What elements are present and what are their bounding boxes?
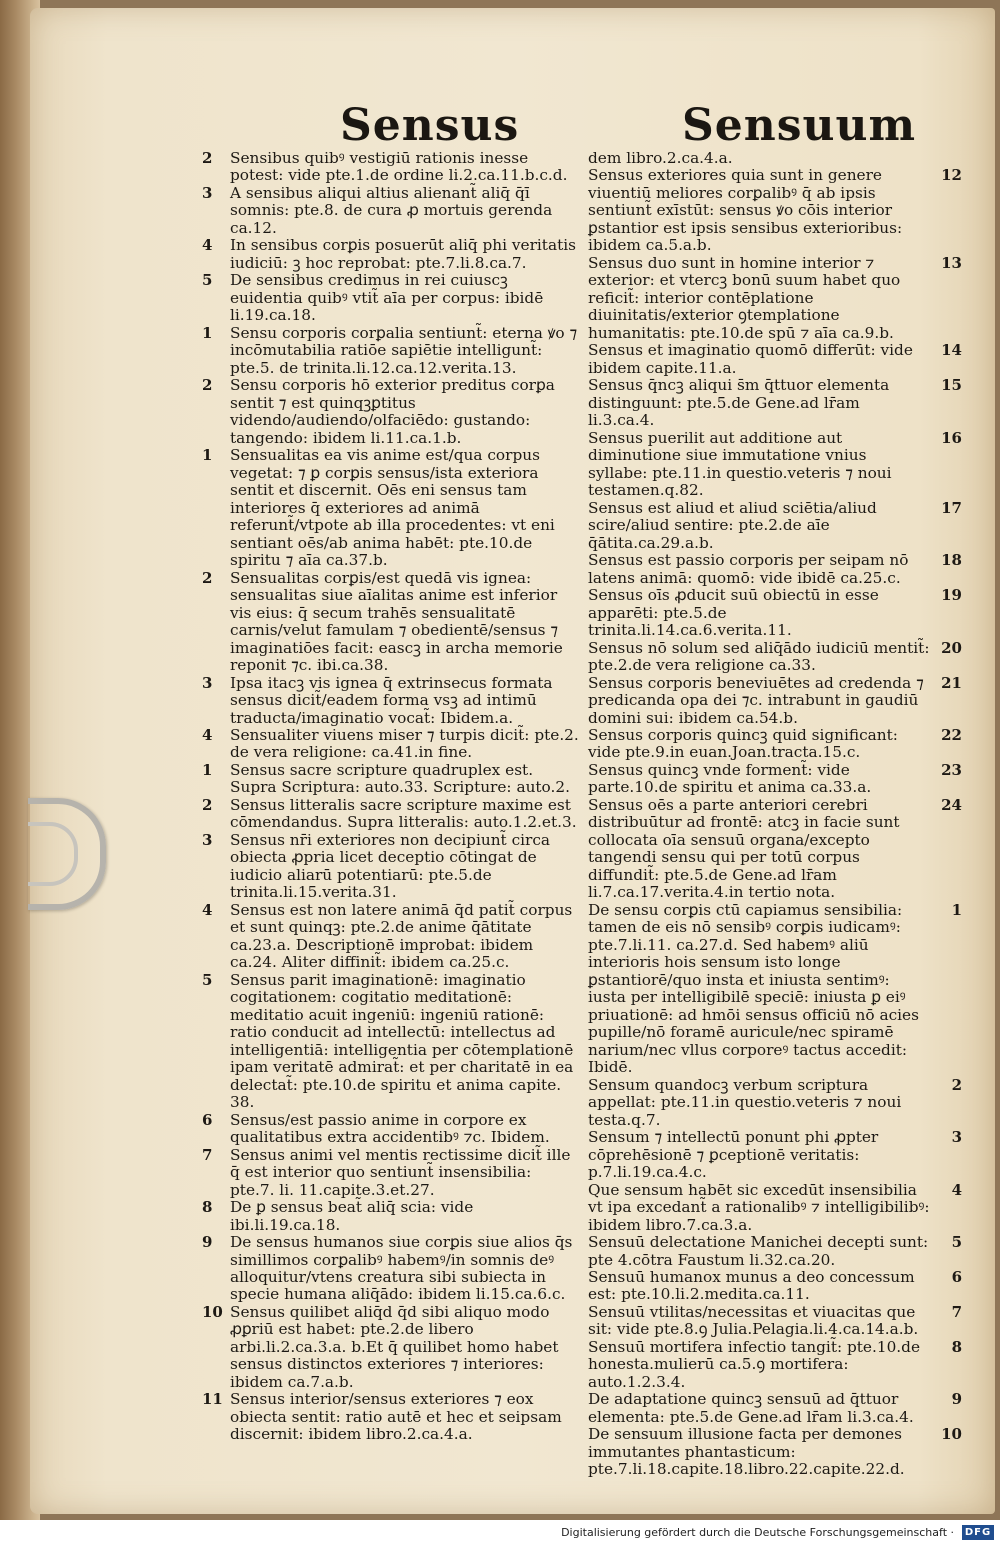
index-entry: [588, 1075, 962, 1129]
index-entry: [202, 900, 580, 972]
entry-text: Sensualiter viuens miser ⁊ turpis dicit̃: pte.2. de vera religione: ca.41.in fine.: [230, 725, 579, 762]
index-entry: [202, 1302, 580, 1391]
entry-text: Sensualitas ea vis anime est/qua corpus vegetat: ⁊ ꝑ corꝑis sensus/ista exteriora sentit et discernit. Oēs eni sensus tam interiores q̄ exteriores ad animā referunt̃/vtpote ab illa procedentes: vt eni sentiant oēs/ab anima habēt: pte.10.de spiritu ⁊ aīa ca.37.b.: [230, 446, 555, 570]
entry-number: 17: [941, 498, 962, 517]
entry-number: 1: [951, 900, 962, 919]
entry-number: 6: [202, 1110, 213, 1129]
entry-text: Sensus sacre scripture quadruplex est. Supra Scriptura: auto.33. Scripture: auto.2.: [230, 760, 570, 797]
entry-text: Sensus q̄ncꝫ aliqui s̄m q̄ttuor elementa distinguunt: pte.5.de Gene.ad lr̄am li.3.ca.4.: [588, 376, 890, 430]
entry-text: Sensuū mortifera infectio tangit̃: pte.10.de honesta.mulierū ca.5.ꝯ mortifera: auto.1.2.3.4.: [588, 1337, 921, 1391]
index-entry: [588, 341, 962, 377]
index-entry: [588, 795, 962, 902]
entry-text: De sensu corꝑis ctū capiamus sensibilia: tamen de eis nō sensibꝰ corꝑis iudicamꝰ: pte.7.li.11. ca.27.d. Sed habemꝰ aliū interioris hois sensum isto longe ꝑstantiorē/quo insta et iniusta sentimꝰ: iusta per intelligibilē speciē: iniusta ꝑ eiꝰ priuationē: ad hmōi sensus officiū nō acies pupille/nō foramē auricule/nec spiramē narium/nec vllus corporeꝰ tactus accedit: Ibidē.: [588, 900, 919, 1077]
entry-number: 12: [941, 166, 962, 185]
entry-number: 1: [202, 323, 213, 342]
entry-text: Sensus puerilit aut additione aut diminutione siue immutatione vnius syllabe: pte.11.in questio.veteris ⁊ noui testamen.q.82.: [588, 428, 892, 500]
index-entry: [588, 1337, 962, 1391]
dfg-logo: DFG: [962, 1525, 994, 1540]
index-entry: [202, 446, 580, 570]
index-entry: [202, 1110, 580, 1147]
entry-number: 18: [941, 551, 962, 570]
entry-text: Sensus est passio corporis per seipam nō latens animā: quomō: vide ibidē ca.25.c.: [588, 551, 909, 587]
index-entry: [588, 1180, 962, 1234]
entry-text: De adaptatione quincꝫ sensuū ad q̄ttuor elementa: pte.5.de Gene.ad lr̄am li.3.ca.4.: [588, 1390, 914, 1426]
entry-text: Sensus nō solum sed aliq̄ādo iudiciū mentit̃: pte.2.de vera religione ca.33.: [588, 638, 930, 675]
index-entry: [588, 1425, 962, 1479]
entry-number: 23: [941, 760, 962, 779]
index-entry: [202, 183, 580, 237]
footer-credit: Digitalisierung gefördert durch die Deutsche Forschungsgemeinschaft ·: [561, 1526, 954, 1539]
entry-text: Sensualitas corꝑis/est quedā vis ignea: sensualitas siue aīalitas anime est inferior vis eius: q̄ secum trahēs sensualitatē carnis/velut famulam ⁊ obedientē/sensus ⁊ imaginatiōes facit: eascꝫ in archa memorie reponit ⁊c. ibi.ca.38.: [230, 568, 563, 675]
entry-text: Sensus est non latere animā q̄d patit̃ corpus et sunt quinqꝫ: pte.2.de anime q̄ātitate ca.23.a. Descriptionē improbat: ibidem ca.24. Aliter diffinit̃: ibidem ca.25.c.: [230, 900, 573, 972]
left-column: [202, 149, 580, 1444]
entry-text: De sensuum illusione facta per demones immutantes phantasticum: pte.7.li.18.capite.18.libro.22.capite.22.d.: [588, 1425, 905, 1479]
index-entry: [202, 323, 580, 377]
index-entry: [588, 760, 962, 797]
index-entry: [588, 725, 962, 762]
entry-text: In sensibus corꝑis posuerūt aliq̄ phi veritatis iudiciū: ꝫ hoc reprobat: pte.7.li.8.ca.7.: [230, 236, 576, 272]
entry-text: Que sensum habēt sic excedūt insensibilia vt ipa excedant̃ a rationalibꝰ ⁊ intelligibilibꝰ: ibidem libro.7.ca.3.a.: [588, 1180, 930, 1234]
entry-number: 11: [202, 1390, 223, 1409]
index-entry: [588, 428, 962, 500]
index-entry: [202, 1390, 580, 1444]
index-entry: [588, 1390, 962, 1426]
entry-text: De sensus humanos siue corꝑis siue alios q̄s simillimos corꝑalibꝰ habemꝰ/in somnis deꝰ alloquitur/vtens creatura sibi subiecta in specie humana aliq̄ādo: ibidem li.15.ca.6.c.: [230, 1233, 573, 1304]
entry-text: Sensus animi vel mentis rectissime dicit̃ ille q̄ est interior quo sentiunt̃ insensibilia: pte.7. li. 11.capite.3.et.27.: [230, 1145, 571, 1199]
index-entry: [202, 236, 580, 272]
entry-number: 10: [941, 1425, 962, 1444]
entry-number: 15: [941, 376, 962, 395]
entry-number: 10: [202, 1302, 223, 1321]
entry-number: 2: [202, 149, 213, 167]
index-entry: [202, 830, 580, 902]
entry-number: 19: [941, 586, 962, 605]
entry-number: 5: [202, 970, 213, 989]
entry-number: 7: [202, 1145, 213, 1164]
entry-text: Sensus/est passio anime in corpore ex qualitatibus extra accidentibꝰ ⁊c. Ibidem.: [230, 1110, 550, 1147]
index-entry: [588, 900, 962, 1077]
entry-text: De ꝑ sensus beat̃ aliq̄ scia: vide ibi.li.19.ca.18.: [230, 1198, 474, 1234]
entry-number: 3: [202, 183, 213, 202]
entry-text: Sensus corporis quincꝫ quid significant: vide pte.9.in euan.Joan.tracta.15.c.: [588, 725, 898, 762]
entry-text: Sensum quandocꝫ verbum scriptura appellat: pte.11.in questio.veteris ⁊ noui testa.q.7.: [588, 1075, 902, 1129]
index-entry: [588, 498, 962, 552]
entry-text: Sensus corporis beneviuētes ad credenda ⁊ predicanda opa dei ⁊c. intrabunt in gaudiū domini sui: ibidem ca.54.b.: [588, 673, 924, 727]
entry-number: 5: [202, 271, 213, 290]
index-entry: [588, 673, 962, 727]
entry-text: Sensus quincꝫ vnde forment̃: vide parte.10.de spiritu et anima ca.33.a.: [588, 760, 872, 797]
entry-number: 3: [202, 673, 213, 692]
index-entry: [588, 1128, 962, 1182]
header-right: Sensuum: [682, 100, 917, 151]
entry-text: Sensus exteriores quia sunt in genere viuentiū meliores corꝑalibꝰ q̄ ab ipsis sentiunt̃ exīstūt: sensus ꝟo cōis interior ꝑstantior est ipsis sensibus exterioribus: ibidem ca.5.a.b.: [588, 166, 903, 255]
entry-number: 2: [951, 1075, 962, 1094]
entry-text: Sensus parit imaginationē: imaginatio cogitationem: cogitatio meditationē: meditatio acuit ingeniū: ingeniū rationē: ratio conducit ad intellectū: intellectus ad intelligentiā: intelligentia per cōtemplationē ipam veritatē admirat̃: et per charitatē in ea delectat̃: pte.10.de spiritu et anima capite. 38.: [230, 970, 574, 1112]
entry-number: 7: [951, 1302, 962, 1321]
index-entry: [202, 1145, 580, 1199]
entry-number: 24: [941, 795, 962, 814]
entry-text: Sensuū humanox munus a deo concessum est: pte.10.li.2.medita.ca.11.: [588, 1268, 915, 1304]
entry-number: 20: [941, 638, 962, 657]
index-entry: [588, 551, 962, 587]
index-entry: [588, 150, 930, 167]
index-entry: [202, 1233, 580, 1304]
entry-number: 9: [202, 1233, 213, 1252]
entry-number: 2: [202, 568, 213, 587]
index-entry: [202, 725, 580, 762]
entry-text: De sensibus credimus in rei cuiuscꝫ euidentia quibꝰ vtit̃ aīa per corpus: ibidē li.19.ca.18.: [230, 271, 544, 325]
entry-number: 3: [951, 1128, 962, 1147]
index-entry: [202, 271, 580, 325]
index-entry: [588, 1268, 962, 1304]
entry-text: dem libro.2.ca.4.a.: [588, 149, 733, 167]
entry-text: Sensus quilibet aliq̄d q̄d sibi aliquo modo ꝓꝑriū est habet: pte.2.de libero arbi.li.2.ca.3.a. b.Et q̄ quilibet homo habet sensus distinctos exteriores ⁊ interiores: ibidem ca.7.a.b.: [230, 1302, 559, 1391]
entry-text: Sensus et imaginatio quomō differūt: vide ibidem capite.11.a.: [588, 341, 913, 377]
entry-number: 14: [941, 341, 962, 360]
paper-clip-icon: [28, 798, 106, 910]
index-entry: [588, 1233, 962, 1269]
entry-number: 3: [202, 830, 213, 849]
index-entry: [588, 166, 962, 255]
index-entry: [202, 673, 580, 727]
footer-bar: [0, 1520, 1000, 1546]
index-entry: [202, 376, 580, 447]
entry-text: Sensus nr̄i exteriores non decipiunt̃ circa obiecta ꝓpria licet deceptio cōtingat de iudicio aliarū potentiarū: pte.5.de trinita.li.15.verita.31.: [230, 830, 551, 902]
entry-text: A sensibus aliqui altius alienant̃ aliq̄ q̄ī somnis: pte.8. de cura ꝓ mortuis gerenda ca.12.: [230, 183, 553, 237]
entry-number: 1: [202, 446, 213, 465]
entry-text: Sensibus quibꝰ vestigiū rationis inesse potest: vide pte.1.de ordine li.2.ca.11.b.c.d.: [230, 149, 568, 185]
entry-text: Sensuū delectatione Manichei decepti sunt: pte 4.cōtra Faustum li.32.ca.20.: [588, 1233, 929, 1269]
entry-number: 4: [951, 1180, 962, 1199]
paper-clip-inner: [28, 822, 78, 886]
index-entry: [202, 149, 580, 185]
entry-number: 16: [941, 428, 962, 447]
entry-text: Sensum ⁊ intellectū ponunt phi ꝓpter cōprehēsionē ⁊ ꝑceptionē veritatis: p.7.li.19.ca.4.c.: [588, 1128, 879, 1182]
index-entry: [588, 253, 962, 342]
entry-number: 8: [951, 1337, 962, 1356]
index-entry: [202, 1198, 580, 1234]
header-left: Sensus: [340, 100, 520, 151]
entry-text: Sensus interior/sensus exteriores ⁊ eox obiecta sentit: ratio autē et hec et seipsam discernit: ibidem libro.2.ca.4.a.: [230, 1390, 562, 1444]
entry-text: Sensus oīs ꝓducit suū obiectū in esse apparēti: pte.5.de trinita.li.14.ca.6.verita.11.: [588, 586, 879, 640]
entry-text: Sensu corporis hō exterior preditus corꝑa sentit ⁊ est quinqꝫꝑtitus videndo/audiendo/olfaciēdo: gustando: tangendo: ibidem li.11.ca.1.b.: [230, 376, 555, 447]
entry-number: 8: [202, 1198, 213, 1217]
entry-text: Sensuū vtilitas/necessitas et viuacitas que sit: vide pte.8.ꝯ Julia.Pelagia.li.4.ca.14.a.b.: [588, 1302, 919, 1339]
index-entry: [588, 586, 962, 640]
entry-number: 2: [202, 376, 213, 395]
entry-number: 4: [202, 900, 213, 919]
entry-text: Sensus oēs a parte anteriori cerebri distribuūtur ad frontē: atcꝫ in facie sunt collocata oīa sensuū organa/excepto tangendi sensu qui per totū corpus diffundit̃: pte.5.de Gene.ad lr̄am li.7.ca.17.verita.4.in tertio nota.: [588, 795, 900, 902]
entry-number: 4: [202, 236, 213, 255]
index-entry: [202, 760, 580, 797]
entry-number: 5: [951, 1233, 962, 1252]
entry-number: 22: [941, 725, 962, 744]
entry-number: 2: [202, 795, 213, 814]
index-entry: [588, 638, 962, 675]
entry-text: Sensu corporis corꝑalia sentiunt̃: eterna ꝟo ⁊ incōmutabilia ratiōe sapiētie intelligunt̃: pte.5. de trinita.li.12.ca.12.verita.13.: [230, 323, 578, 377]
entry-number: 4: [202, 725, 213, 744]
entry-number: 9: [951, 1390, 962, 1409]
index-entry: [202, 795, 580, 832]
index-entry: [588, 376, 962, 430]
entry-number: 21: [941, 673, 962, 692]
index-entry: [202, 568, 580, 675]
entry-number: 1: [202, 760, 213, 779]
entry-text: Sensus litteralis sacre scripture maxime est cōmendandus. Supra litteralis: auto.1.2.et.3.: [230, 795, 577, 832]
index-entry: [588, 1302, 962, 1339]
entry-number: 6: [951, 1268, 962, 1286]
right-column: [588, 149, 962, 1479]
entry-number: 13: [941, 253, 962, 272]
entry-text: Sensus est aliud et aliud sciētia/aliud scire/aliud sentire: pte.2.de aīe q̄ātita.ca.29.a.b.: [588, 498, 877, 552]
entry-text: Ipsa itacꝫ vis ignea q̄ extrinsecus formata sensus dicit̃/eadem forma vsꝫ ad intimū traducta/imaginatio vocat̃: Ibidem.a.: [230, 673, 553, 727]
entry-text: Sensus duo sunt in homine interior ⁊ exterior: et vtercꝫ bonū suum habet quo reficit̃: interior contēplatione diuinitatis/exterior ꝯtemplatione humanitatis: pte.10.de spū ⁊ aīa ca.9.b.: [588, 253, 901, 342]
index-entry: [202, 970, 580, 1112]
